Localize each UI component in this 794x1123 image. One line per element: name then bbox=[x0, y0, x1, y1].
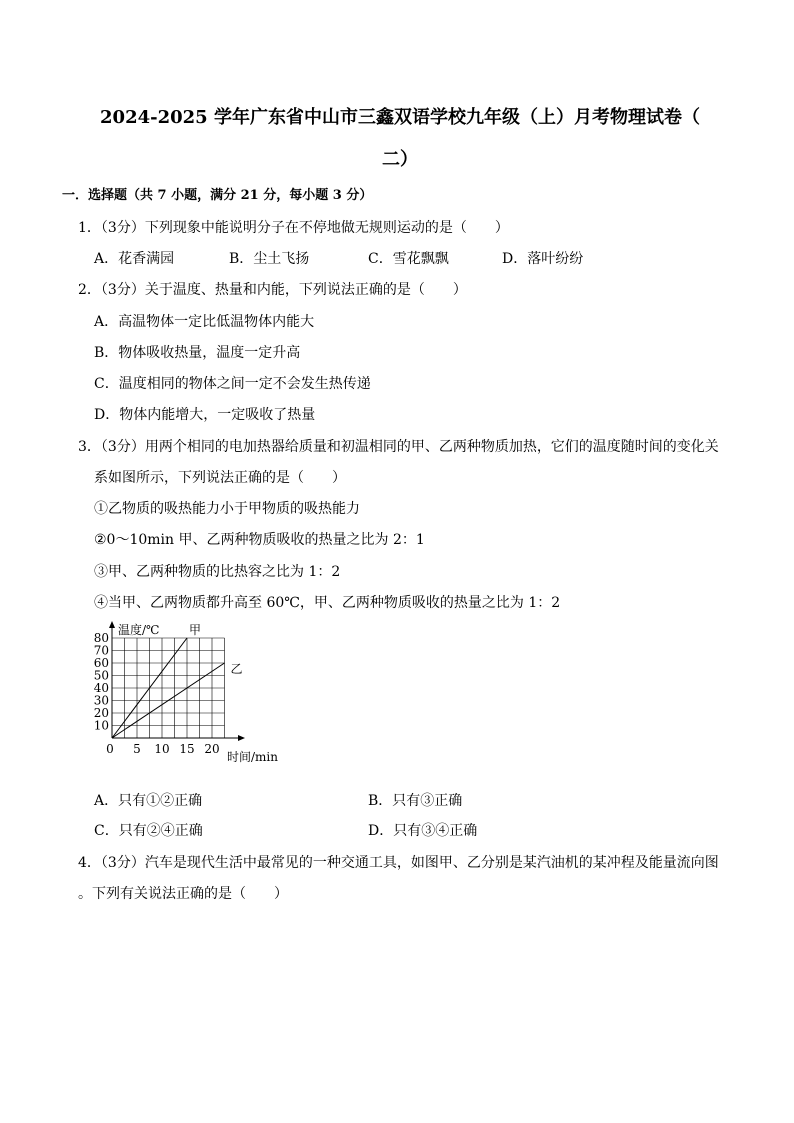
x-tick-label: 0 bbox=[106, 742, 114, 756]
q1-option-a: A．花香满园 bbox=[94, 251, 175, 267]
q3-option-d: D．只有③④正确 bbox=[368, 823, 478, 839]
y-tick-label: 40 bbox=[93, 681, 109, 695]
question-4-stem-line2: 。下列有关说法正确的是（ ） bbox=[78, 886, 288, 902]
y-tick-label: 60 bbox=[93, 656, 109, 670]
question-3-stem-line2: 系如图所示，下列说法正确的是（ ） bbox=[94, 470, 346, 486]
y-axis-arrow bbox=[109, 621, 115, 628]
q2-option-d: D．物体内能增大，一定吸收了热量 bbox=[94, 407, 316, 423]
series-label-1: 甲 bbox=[189, 623, 202, 637]
q3-statement-2: ②0～10min 甲、乙两种物质吸收的热量之比为 2：1 bbox=[94, 532, 425, 548]
q3-option-c: C．只有②④正确 bbox=[94, 823, 203, 839]
question-1-stem: 1．（3分）下列现象中能说明分子在不停地做无规则运动的是（ ） bbox=[78, 220, 509, 236]
y-tick-label: 10 bbox=[93, 718, 109, 733]
exam-title-line1: 2024-2025 学年广东省中山市三鑫双语学校九年级（上）月考物理试卷（ bbox=[100, 107, 700, 128]
y-tick-label: 50 bbox=[93, 668, 109, 683]
y-tick-label: 30 bbox=[93, 693, 109, 708]
x-axis-arrow bbox=[238, 735, 245, 741]
q2-option-a: A．高温物体一定比低温物体内能大 bbox=[94, 314, 315, 330]
y-tick-label: 20 bbox=[93, 706, 109, 720]
y-tick-label: 80 bbox=[93, 631, 109, 645]
q1-option-c: C．雪花飘飘 bbox=[368, 251, 449, 267]
q1-option-d: D．落叶纷纷 bbox=[502, 251, 584, 267]
q3-statement-4: ④当甲、乙两物质都升高至 60℃，甲、乙两种物质吸收的热量之比为 1：2 bbox=[94, 595, 561, 611]
question-3-stem-line1: 3．（3分）用两个相同的电加热器给质量和初温相同的甲、乙两种物质加热，它们的温度随时间的变化关 bbox=[78, 439, 719, 455]
q3-option-a: A．只有①②正确 bbox=[94, 793, 203, 809]
x-axis-label: 时间/min bbox=[227, 750, 278, 764]
q2-option-b: B．物体吸收热量，温度一定升高 bbox=[94, 345, 301, 361]
series-label-2: 乙 bbox=[230, 662, 243, 676]
section-header: 一．选择题（共 7 小题，满分 21 分，每小题 3 分） bbox=[62, 188, 373, 203]
q1-option-b: B．尘土飞扬 bbox=[229, 251, 310, 267]
x-tick-label: 5 bbox=[133, 742, 141, 756]
y-axis-label: 温度/℃ bbox=[118, 623, 160, 637]
question-2-stem: 2．（3分）关于温度、热量和内能，下列说法正确的是（ ） bbox=[78, 282, 467, 298]
q3-option-b: B．只有③正确 bbox=[368, 793, 463, 809]
x-tick-label: 10 bbox=[154, 742, 170, 756]
x-tick-label: 15 bbox=[179, 742, 195, 756]
question-4-stem-line1: 4．（3分）汽车是现代生活中最常见的一种交通工具，如图甲、乙分别是某汽油机的某冲程及能量流向图 bbox=[78, 855, 719, 871]
q3-statement-1: ①乙物质的吸热能力小于甲物质的吸热能力 bbox=[94, 501, 360, 517]
x-tick-label: 20 bbox=[204, 742, 220, 756]
q2-option-c: C．温度相同的物体之间一定不会发生热传递 bbox=[94, 376, 371, 392]
y-tick-label: 70 bbox=[93, 643, 109, 658]
exam-title-line2: 二） bbox=[382, 149, 418, 170]
q3-statement-3: ③甲、乙两种物质的比热容之比为 1：2 bbox=[94, 564, 341, 580]
temperature-time-chart bbox=[88, 620, 298, 778]
